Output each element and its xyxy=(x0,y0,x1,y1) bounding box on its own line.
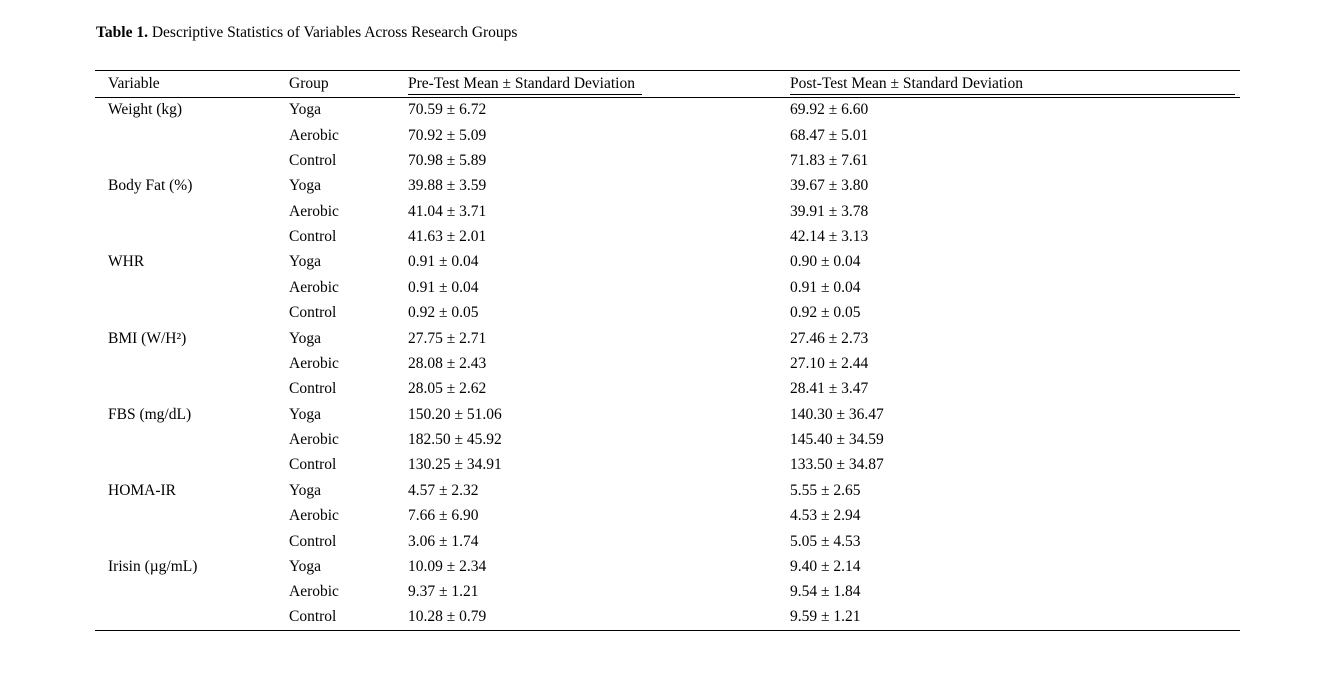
table-row xyxy=(95,427,1240,452)
table-row xyxy=(95,174,1240,199)
post-test-value: 140.30 ± 36.47 xyxy=(790,405,884,423)
pre-test-value: 70.98 ± 5.89 xyxy=(408,151,487,169)
post-test-value: 27.10 ± 2.44 xyxy=(790,354,869,372)
group-cell: Control xyxy=(289,532,337,550)
post-test-value: 71.83 ± 7.61 xyxy=(790,151,869,169)
pre-test-value: 39.88 ± 3.59 xyxy=(408,177,487,195)
post-test-value: 0.92 ± 0.05 xyxy=(790,304,861,322)
variable-cell xyxy=(95,275,289,300)
post-test-value: 39.67 ± 3.80 xyxy=(790,177,869,195)
group-cell: Aerobic xyxy=(289,431,339,449)
post-test-value: 9.40 ± 2.14 xyxy=(790,557,861,575)
table-row xyxy=(95,504,1240,529)
pre-test-value: 4.57 ± 2.32 xyxy=(408,481,479,499)
variable-cell xyxy=(95,351,289,376)
pre-test-header-label: Pre-Test Mean ± Standard Deviation xyxy=(408,75,642,95)
table-row xyxy=(95,580,1240,605)
group-cell: Yoga xyxy=(289,405,322,423)
variable-cell xyxy=(95,123,289,148)
table-caption xyxy=(96,24,517,43)
post-test-value: 0.90 ± 0.04 xyxy=(790,253,861,271)
table-row xyxy=(95,224,1240,249)
group-cell: Yoga xyxy=(289,557,322,575)
pre-test-value: 0.91 ± 0.04 xyxy=(408,278,479,296)
post-test-value: 28.41 ± 3.47 xyxy=(790,380,869,398)
variable-cell xyxy=(95,504,289,529)
group-cell: Yoga xyxy=(289,329,322,347)
table-row xyxy=(95,123,1240,148)
table-row xyxy=(95,554,1240,579)
variable-cell xyxy=(95,148,289,173)
post-test-value: 5.55 ± 2.65 xyxy=(790,481,861,499)
variable-cell: BMI (W/H²) xyxy=(108,329,187,347)
table-row xyxy=(95,301,1240,326)
pre-test-value: 70.92 ± 5.09 xyxy=(408,126,487,144)
variable-cell: HOMA-IR xyxy=(108,481,177,499)
variable-cell: Irisin (µg/mL) xyxy=(108,557,198,575)
group-cell: Aerobic xyxy=(289,507,339,525)
group-cell: Aerobic xyxy=(289,354,339,372)
table-caption-text: Descriptive Statistics of Variables Across Research Groups xyxy=(151,24,518,41)
variable-cell xyxy=(95,224,289,249)
pre-test-value: 150.20 ± 51.06 xyxy=(408,405,502,423)
group-cell: Control xyxy=(289,608,337,626)
pre-test-value: 28.05 ± 2.62 xyxy=(408,380,487,398)
post-test-value: 69.92 ± 6.60 xyxy=(790,101,869,119)
column-header-pre-test xyxy=(408,71,790,98)
table-row xyxy=(95,377,1240,402)
group-cell: Control xyxy=(289,151,337,169)
table-row xyxy=(95,351,1240,376)
post-test-value: 133.50 ± 34.87 xyxy=(790,456,884,474)
post-test-value: 4.53 ± 2.94 xyxy=(790,507,861,525)
post-test-value: 42.14 ± 3.13 xyxy=(790,228,869,246)
column-header-group: Group xyxy=(289,75,329,92)
pre-test-value: 7.66 ± 6.90 xyxy=(408,507,479,525)
post-test-header-label: Post-Test Mean ± Standard Deviation xyxy=(790,75,1235,95)
pre-test-value: 10.09 ± 2.34 xyxy=(408,557,487,575)
table-header-row xyxy=(95,71,1240,98)
variable-cell xyxy=(95,199,289,224)
table-row xyxy=(95,453,1240,478)
pre-test-value: 28.08 ± 2.43 xyxy=(408,354,487,372)
group-cell: Yoga xyxy=(289,481,322,499)
group-cell: Aerobic xyxy=(289,126,339,144)
variable-cell xyxy=(95,301,289,326)
post-test-value: 27.46 ± 2.73 xyxy=(790,329,869,347)
statistics-table-container xyxy=(95,70,1240,631)
group-cell: Yoga xyxy=(289,101,322,119)
post-test-value: 5.05 ± 4.53 xyxy=(790,532,861,550)
variable-cell xyxy=(95,377,289,402)
group-cell: Control xyxy=(289,380,337,398)
pre-test-value: 70.59 ± 6.72 xyxy=(408,101,487,119)
column-header-variable: Variable xyxy=(108,75,160,92)
variable-cell: FBS (mg/dL) xyxy=(108,405,192,423)
group-cell: Aerobic xyxy=(289,583,339,601)
group-cell: Yoga xyxy=(289,177,322,195)
column-header-post-test xyxy=(790,71,1240,98)
group-cell: Yoga xyxy=(289,253,322,271)
post-test-value: 145.40 ± 34.59 xyxy=(790,431,884,449)
group-cell: Control xyxy=(289,304,337,322)
pre-test-value: 130.25 ± 34.91 xyxy=(408,456,502,474)
post-test-value: 39.91 ± 3.78 xyxy=(790,202,869,220)
pre-test-value: 10.28 ± 0.79 xyxy=(408,608,487,626)
table-row xyxy=(95,98,1240,123)
variable-cell: Body Fat (%) xyxy=(108,177,193,195)
table-caption-label: Table 1. xyxy=(96,24,148,41)
table-header xyxy=(95,71,1240,98)
table-row xyxy=(95,148,1240,173)
variable-cell: WHR xyxy=(108,253,145,271)
group-cell: Aerobic xyxy=(289,278,339,296)
table-row xyxy=(95,275,1240,300)
pre-test-value: 3.06 ± 1.74 xyxy=(408,532,479,550)
variable-cell xyxy=(95,453,289,478)
group-cell: Control xyxy=(289,228,337,246)
table-body xyxy=(95,98,1240,631)
variable-cell xyxy=(95,605,289,630)
pre-test-value: 182.50 ± 45.92 xyxy=(408,431,502,449)
variable-cell xyxy=(95,529,289,554)
post-test-value: 68.47 ± 5.01 xyxy=(790,126,869,144)
pre-test-value: 9.37 ± 1.21 xyxy=(408,583,479,601)
pre-test-value: 0.91 ± 0.04 xyxy=(408,253,479,271)
table-row xyxy=(95,250,1240,275)
table-row xyxy=(95,199,1240,224)
group-cell: Control xyxy=(289,456,337,474)
post-test-value: 9.59 ± 1.21 xyxy=(790,608,861,626)
pre-test-value: 0.92 ± 0.05 xyxy=(408,304,479,322)
table-row xyxy=(95,605,1240,630)
pre-test-value: 27.75 ± 2.71 xyxy=(408,329,487,347)
table-row xyxy=(95,326,1240,351)
group-cell: Aerobic xyxy=(289,202,339,220)
variable-cell xyxy=(95,427,289,452)
table-row xyxy=(95,402,1240,427)
post-test-value: 0.91 ± 0.04 xyxy=(790,278,861,296)
variable-cell: Weight (kg) xyxy=(108,101,183,119)
variable-cell xyxy=(95,580,289,605)
post-test-value: 9.54 ± 1.84 xyxy=(790,583,861,601)
pre-test-value: 41.04 ± 3.71 xyxy=(408,202,487,220)
table-row xyxy=(95,529,1240,554)
statistics-table xyxy=(95,70,1240,631)
pre-test-value: 41.63 ± 2.01 xyxy=(408,228,487,246)
table-row xyxy=(95,478,1240,503)
